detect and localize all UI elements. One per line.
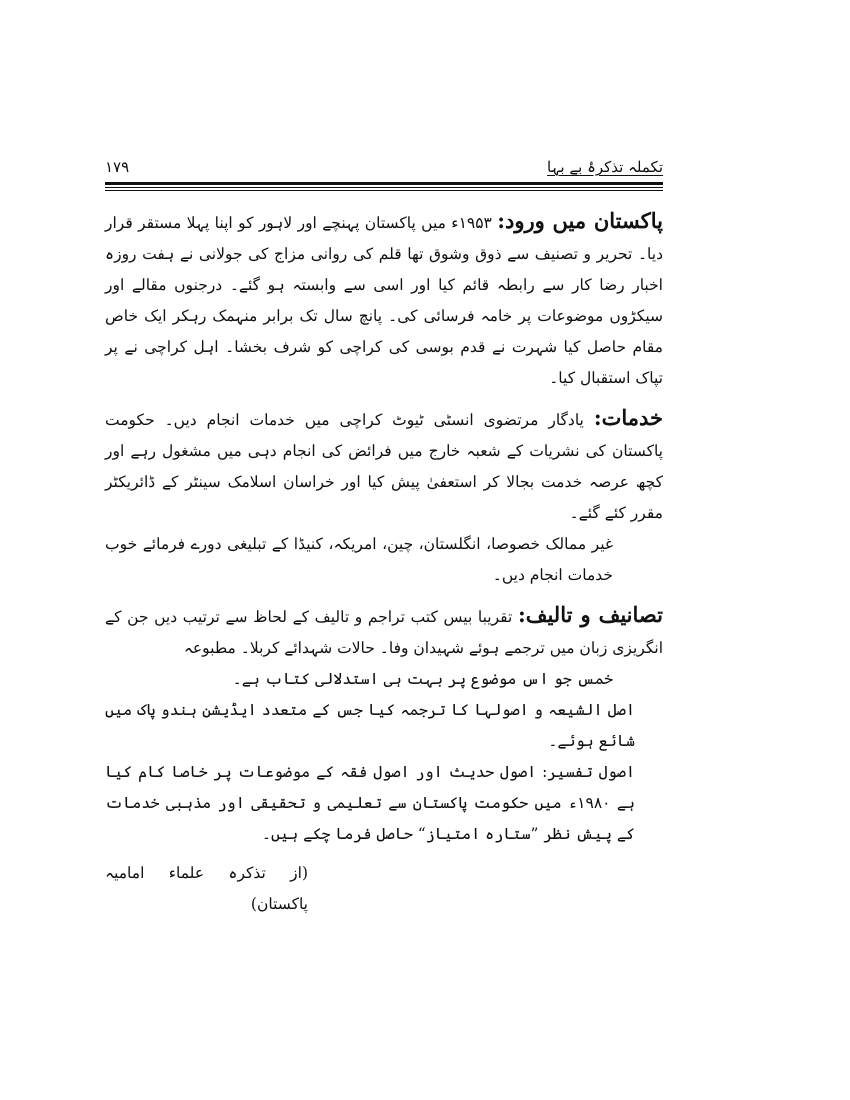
text-works: تقریبا بیس کتب تراجم و تالیف کے لحاظ سے ترتیب دیں جن کے انگریزی زبان میں ترجمے ہوئے شہیدان وفا۔ حالات شہدائے کربلا۔ مطبوعہ [105,608,663,657]
body-text [105,205,663,936]
list-item-khums: خمس جو اس موضوع پر بہت ہی استدلالی کتاب ہے۔ [232,670,613,688]
paragraph-works [105,599,663,664]
running-header [105,158,663,182]
paragraph-services-extra: غیر ممالک خصوصا، انگلستان، چین، امریکہ، کنیڈا کے تبلیغی دورے فرمائے خوب خدمات انجام دیں۔ [105,535,613,584]
source-citation: (از تذکرہ علماء امامیہ پاکستان) [105,864,308,913]
paragraph-arrival [105,205,663,394]
heading-works: تصانیف و تالیف: [517,602,663,627]
list-item-usul-shia: اصل الشیعہ و اصولہا کا ترجمہ کیا جس کے متعدد ایڈیشن ہندو پاک میں شائع ہوئے۔ [105,701,635,750]
list-item-usul-tafsir: اصول تفسیر: اصول حدیث اور اصول فقہ کے موضوعات پر خاصا کام کیا ہے ۱۹۸۰ء میں حکومت پاکستان سے تعلیمی و تحقیقی اور مذہبی خدمات کے پیش نظر ”ستارہ امتیاز“ حاصل فرما چکے ہیں۔ [105,763,635,843]
paragraph-services [105,402,663,529]
header-rule-thin [105,190,663,191]
header-title: تکملہ تذکرۂ بے بہا [547,158,663,176]
heading-arrival: پاکستان میں ورود: [497,208,663,233]
text-services: یادگار مرتضوی انسٹی ٹیوٹ کراچی میں خدمات انجام دیں۔ حکومت پاکستان کی نشریات کے شعبہ خارج میں فرائض کی انجام دہی میں مشغول رہے اور کچھ عرصہ خدمت بجالا کر استعفیٰ پیش کیا اور خراسان اسلامک سینٹر کے ڈائریکٹر مقرر کئے گئے۔ [105,411,663,522]
page-number: ۱۷۹ [105,158,130,176]
header-rule-thin [105,187,663,188]
text-arrival: ۱۹۵۳ء میں پاکستان پہنچے اور لاہور کو اپنا پہلا مستقر قرار دیا۔ تحریر و تصنیف سے ذوق وشوق تھا قلم کی روانی مزاج کی جولانی نے ہفت روزہ اخبار رضا کار سے رابطہ قائم کیا اور اسی سے وابستہ ہو گئے۔ درجنوں مقالے اور سیکڑوں موضوعات پر خامہ فرسائی کی۔ پانچ سال تک برابر منہمک رہکر ایک خاص مقام حاصل کیا شہرت نے قدم بوسی کی کراچی کو شرف بخشا۔ اہل کراچی نے پر تپاک استقبال کیا۔ [105,214,663,387]
heading-services: خدمات: [593,405,663,430]
header-rule-thick [105,182,663,185]
